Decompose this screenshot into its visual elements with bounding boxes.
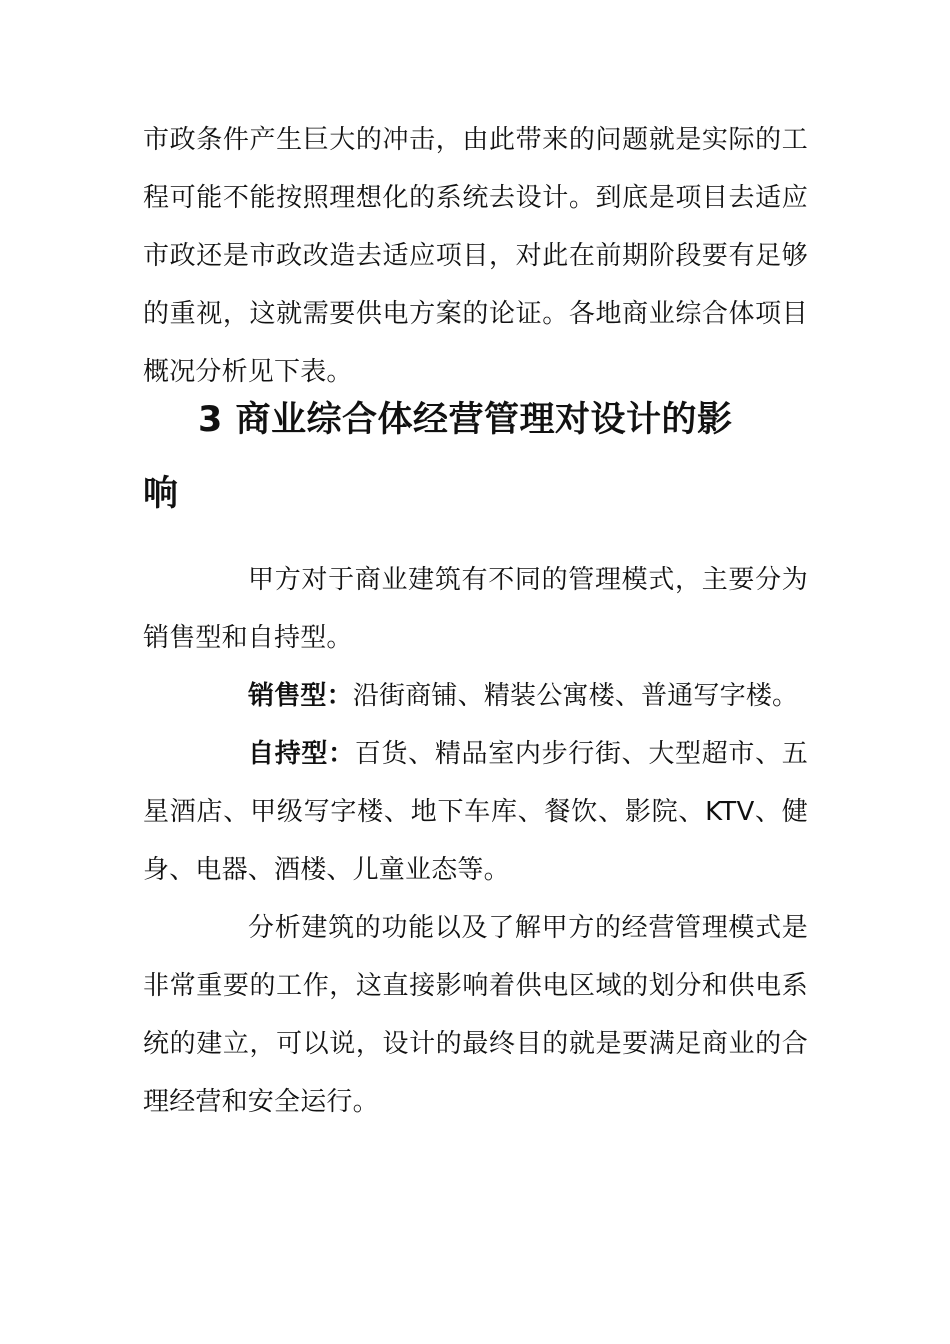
management-line-2: 销售型和自持型。 [143, 623, 353, 653]
self-held-text-1: 百货、精品室内步行街、大型超市、五 [354, 739, 808, 769]
intro-line-2: 程可能不能按照理想化的系统去设计。到底是项目去适应 [143, 183, 808, 213]
intro-line-3: 市政还是市政改造去适应项目，对此在前期阶段要有足够 [143, 241, 808, 271]
analysis-line-1: 分析建筑的功能以及了解甲方的经营管理模式是 [248, 913, 808, 943]
self-held-line-1 [248, 736, 808, 772]
intro-line-5: 概况分析见下表。 [143, 357, 353, 387]
section-heading-line-2: 响 [143, 474, 179, 514]
analysis-line-4: 理经营和安全运行。 [143, 1087, 379, 1117]
sales-type-line [248, 678, 808, 714]
intro-line-4: 的重视，这就需要供电方案的论证。各地商业综合体项目 [143, 299, 808, 329]
management-line-1: 甲方对于商业建筑有不同的管理模式，主要分为 [248, 565, 808, 595]
self-held-label: 自持型： [248, 739, 355, 769]
sales-type-label: 销售型： [248, 681, 353, 711]
self-held-line-3: 身、电器、酒楼、儿童业态等。 [143, 855, 510, 885]
sales-type-text: 沿街商铺、精装公寓楼、普通写字楼。 [352, 681, 799, 711]
analysis-line-2: 非常重要的工作，这直接影响着供电区域的划分和供电系 [143, 971, 808, 1001]
analysis-line-3: 统的建立，可以说，设计的最终目的就是要满足商业的合 [143, 1029, 808, 1059]
self-held-line-2: 星酒店、甲级写字楼、地下车库、餐饮、影院、KTV、健 [143, 797, 808, 827]
intro-line-1: 市政条件产生巨大的冲击，由此带来的问题就是实际的工 [143, 125, 808, 155]
section-heading-line-1: 3 商业综合体经营管理对设计的影 [198, 400, 733, 440]
